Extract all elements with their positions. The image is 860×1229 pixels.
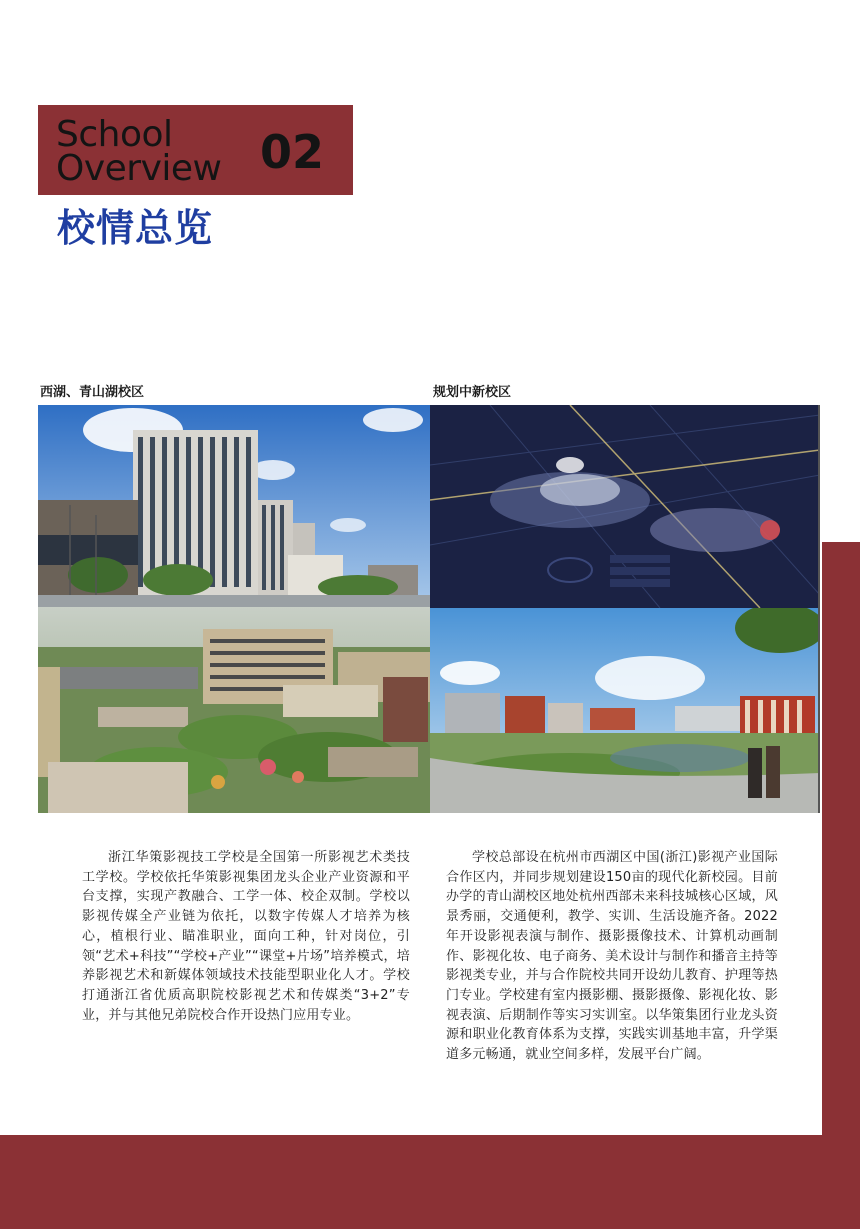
english-title-line2: Overview [56, 148, 222, 189]
campus-buildings-photo [38, 405, 430, 607]
section-header-box [38, 105, 353, 195]
intro-paragraph-right: 学校总部设在杭州市西湖区中国(浙江)影视产业国际合作区内，并同步规划建设150亩的现代化新校园。目前办学的青山湖校区地处杭州西部未来科技城核心区域，风景秀丽，交通便利，教学、实训、生活设施齐备。2022年开设影视表演与制作、摄影摄像技术、计算机动画制作、影视化妆、电子商务、美术设计与制作和播音主持等影视类专业，并与合作院校共同开设幼儿教育、护理等热门专业。学校建有室内摄影棚、摄影摄像、影视化妆、影视表演、后期制作等实习实训室。以华策集团行业龙头资源和职业化教育体系为支撑，实践实训基地丰富，升学渠道多元畅通，就业空间多样，发展平台广阔。 [446, 850, 778, 1063]
caption-new-campus: 规划中新校区 [433, 385, 512, 400]
section-number: 02 [260, 125, 325, 179]
english-title-line1: School [56, 114, 173, 155]
decorative-side-bar [822, 542, 860, 1229]
intro-paragraph-left: 浙江华策影视技工学校是全国第一所影视艺术类技工学校。学校依托华策影视集团龙头企业产业资源和平台支撑，实现产教融合、工学一体、校企双制。学校以影视传媒全产业链为依托，以数字传媒人才培养为核心，植根行业、瞄准职业，面向工种，针对岗位，引领“艺术+科技”“学校+产业”“课堂+片场”培养模式，培养影视艺术和新媒体领域技术技能型职业化人才。学校打通浙江省优质高职院校影视艺术和传媒类“3+2”专业，并与其他兄弟院校合作开设热门应用专业。 [82, 850, 410, 1023]
new-campus-night-render [430, 405, 820, 608]
new-campus-day-render [430, 608, 820, 813]
caption-current-campuses: 西湖、青山湖校区 [40, 385, 145, 400]
page-title: 校情总览 [57, 206, 214, 250]
campus-aerial-photo [38, 607, 430, 813]
decorative-bottom-bar [0, 1135, 860, 1229]
